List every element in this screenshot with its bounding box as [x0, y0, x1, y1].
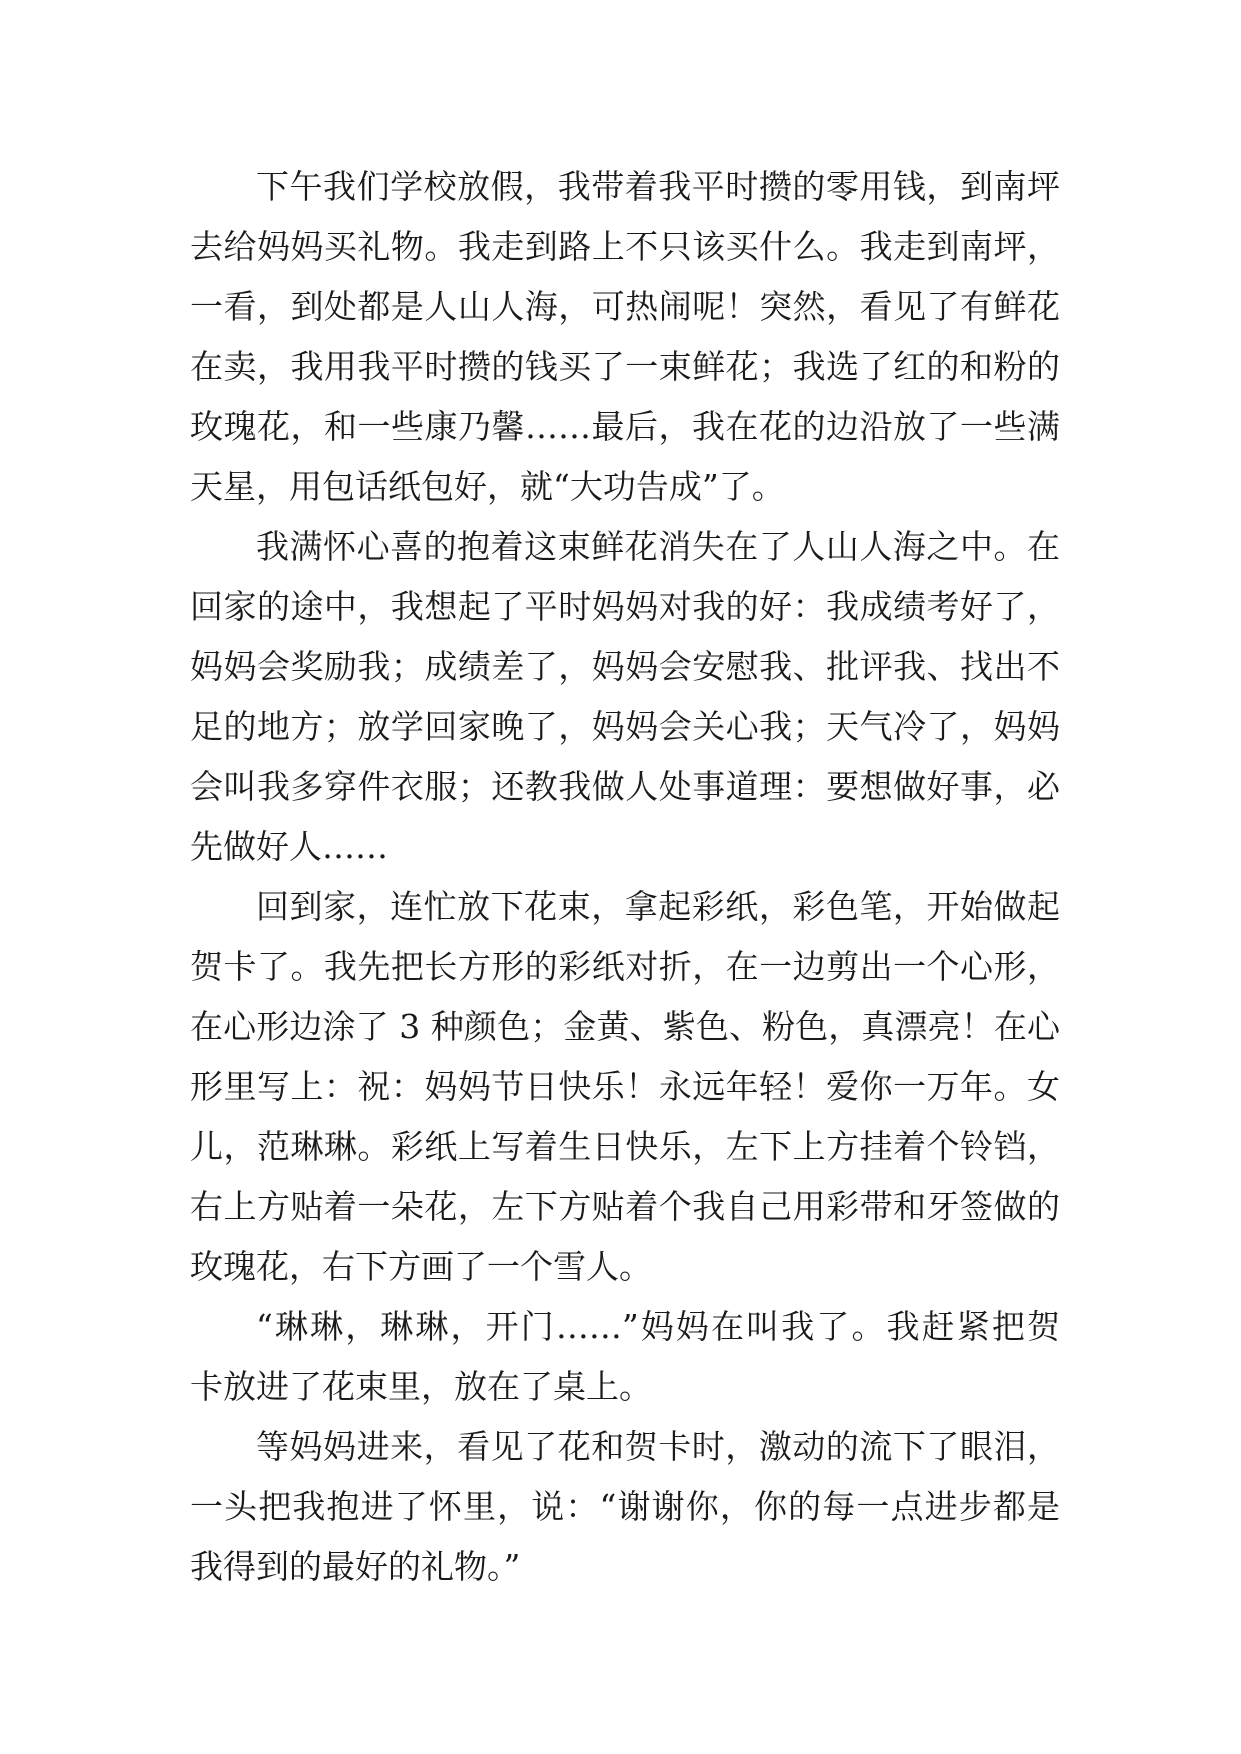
text-line: 贺卡了。我先把长方形的彩纸对折，在一边剪出一个心形，	[190, 947, 1060, 986]
text-line: 等妈妈进来，看见了花和贺卡时，激动的流下了眼泪，	[256, 1427, 1060, 1466]
text-line: 一看，到处都是人山人海，可热闹呢！突然，看见了有鲜花	[190, 287, 1060, 326]
text-line: 下午我们学校放假，我带着我平时攒的零用钱，到南坪	[256, 167, 1060, 206]
text-line: 回到家，连忙放下花束，拿起彩纸，彩色笔，开始做起	[256, 887, 1060, 926]
text-line: “琳琳，琳琳，开门……”妈妈在叫我了。我赶紧把贺	[256, 1307, 1060, 1346]
paragraph-2	[190, 517, 1060, 877]
paragraph-3	[190, 877, 1060, 1297]
text-line: 我满怀心喜的抱着这束鲜花消失在了人山人海之中。在	[256, 527, 1060, 566]
text-line: 在卖，我用我平时攒的钱买了一束鲜花；我选了红的和粉的	[190, 347, 1060, 386]
text-line: 足的地方；放学回家晚了，妈妈会关心我；天气冷了，妈妈	[190, 707, 1060, 746]
text-line: 在心形边涂了 3 种颜色；金黄、紫色、粉色，真漂亮！在心	[190, 1007, 1060, 1046]
text-line: 形里写上：祝：妈妈节日快乐！永远年轻！爱你一万年。女	[190, 1067, 1060, 1106]
paragraph-5	[190, 1417, 1060, 1597]
text-line: 玫瑰花，右下方画了一个雪人。	[190, 1247, 652, 1286]
text-line: 我得到的最好的礼物。”	[190, 1547, 521, 1586]
text-line: 一头把我抱进了怀里，说：“谢谢你，你的每一点进步都是	[190, 1487, 1060, 1526]
text-line: 玫瑰花，和一些康乃馨……最后，我在花的边沿放了一些满	[190, 407, 1060, 446]
text-line: 先做好人……	[190, 827, 388, 866]
text-line: 妈妈会奖励我；成绩差了，妈妈会安慰我、批评我、找出不	[190, 647, 1060, 686]
paragraph-4	[190, 1297, 1060, 1417]
text-line: 卡放进了花束里，放在了桌上。	[190, 1367, 652, 1406]
text-line: 去给妈妈买礼物。我走到路上不只该买什么。我走到南坪，	[190, 227, 1060, 266]
text-line: 天星，用包话纸包好，就“大功告成”了。	[190, 467, 785, 506]
text-line: 右上方贴着一朵花，左下方贴着个我自己用彩带和牙签做的	[190, 1187, 1060, 1226]
text-line: 会叫我多穿件衣服；还教我做人处事道理：要想做好事，必	[190, 767, 1060, 806]
paragraph-1	[190, 157, 1060, 517]
text-line: 回家的途中，我想起了平时妈妈对我的好：我成绩考好了，	[190, 587, 1060, 626]
body-text	[190, 157, 1060, 1597]
text-line: 儿，范琳琳。彩纸上写着生日快乐，左下上方挂着个铃铛，	[190, 1127, 1060, 1166]
